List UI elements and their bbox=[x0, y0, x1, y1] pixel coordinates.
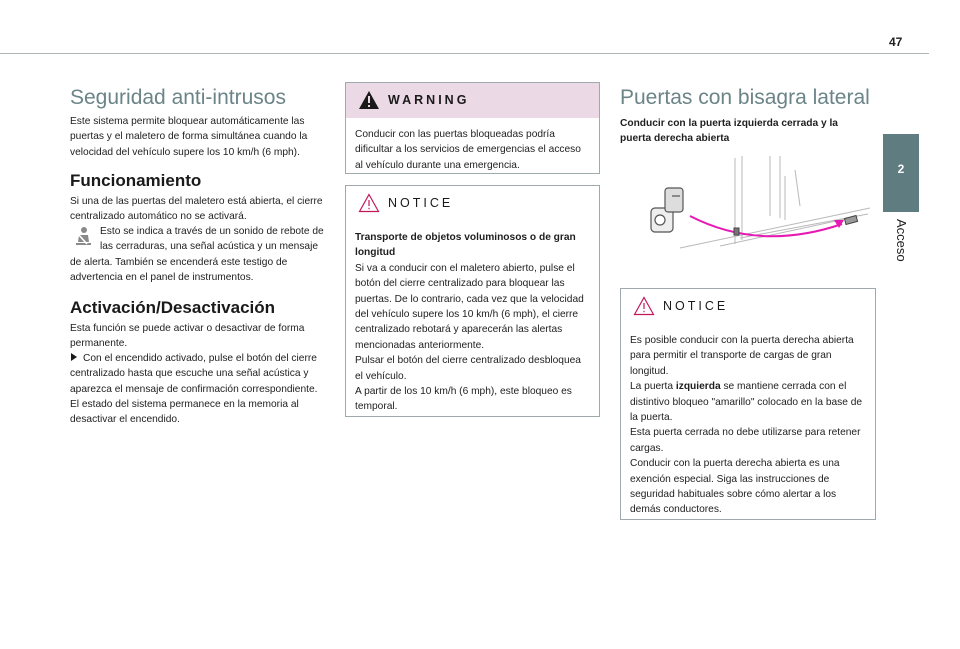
section-title-anti-intrusion: Seguridad anti-intrusos bbox=[70, 86, 286, 109]
funcionamiento-icon-text: Esto se indica a través de un sonido de rebote de las cerraduras, una señal acústica y un mensaje de alerta. También se encenderá este testigo de advertencia en el panel de instrumentos. bbox=[70, 226, 324, 284]
activacion-step-text: Con el encendido activado, pulse el botón del cierre centralizado hasta que escuche una señal acústica y aparezca el mensaje de confirmación correspondiente. bbox=[70, 353, 318, 395]
header-rule bbox=[0, 53, 929, 54]
warning-box-header bbox=[346, 83, 599, 118]
activacion-step-paragraph bbox=[70, 351, 326, 397]
triangle-right-icon bbox=[71, 353, 77, 361]
funcionamiento-icon-paragraph bbox=[70, 224, 326, 286]
notice-side-door-p2 bbox=[630, 379, 866, 425]
chapter-tab-label[interactable] bbox=[883, 213, 919, 336]
notice-side-door-p2-post: se mantiene cerrada con el distintivo bloqueo "amarillo" colocado en la base de la puerta. bbox=[630, 381, 863, 424]
activacion-note: El estado del sistema permanece en la memoria al desactivar el encendido. bbox=[70, 399, 299, 426]
activacion-step bbox=[70, 351, 326, 397]
warning-box-text: Conducir con las puertas bloqueadas podría dificultar a los servicios de emergencias el acceso al vehículo durante una emergencia. bbox=[355, 129, 581, 171]
heading-activacion: Activación/Desactivación bbox=[70, 298, 276, 317]
section-title-side-doors: Puertas con bisagra lateral bbox=[620, 86, 870, 109]
heading-funcionamiento: Funcionamiento bbox=[70, 171, 202, 190]
warning-triangle-icon bbox=[358, 90, 380, 110]
notice-box-transport-body bbox=[346, 221, 599, 425]
notice-side-door-p1: Es posible conducir con la puerta derecha abierta para permitir el transporte de cargas de gran longitud. bbox=[630, 335, 854, 377]
notice-box-side-door-header bbox=[621, 289, 875, 324]
notice-transport-p1: Si va a conducir con el maletero abierto, pulse el botón del cierre centralizado para bloquear las puertas. De lo contrario, cada vez que la velocidad del vehículo supere los 10 km/h (6 mph), el cierre centralizado rebotará y aparecerán las alertas mencionadas anteriormente. bbox=[355, 262, 584, 351]
notice-side-door-p2-bold: izquierda bbox=[675, 381, 721, 393]
warning-box-body bbox=[346, 118, 599, 183]
notice-transport-p2: Pulsar el botón del cierre centralizado desbloquea el vehículo. bbox=[355, 355, 581, 382]
side-doors-subheading: Conducir con la puerta izquierda cerrada y la puerta derecha abierta bbox=[620, 118, 838, 145]
notice-transport-p3: A partir de los 10 km/h (6 mph), este bloqueo es temporal. bbox=[355, 386, 572, 413]
warning-triangle-outline-icon bbox=[633, 296, 655, 316]
lock-device-icon bbox=[651, 188, 683, 232]
notice-side-door-p3: Esta puerta cerrada no debe utilizarse para retener cargas. bbox=[630, 427, 861, 454]
notice-box-side-door-title: NOTICE bbox=[663, 299, 729, 313]
notice-box-side-door bbox=[620, 288, 876, 520]
warning-triangle-outline-icon bbox=[358, 193, 380, 213]
notice-side-door-p4: Conducir con la puerta derecha abierta es una exención especial. Siga las instrucciones de seguridad habituales sobre cómo alertar a los demás conductores. bbox=[630, 458, 840, 516]
chapter-tab-number[interactable]: 2 bbox=[883, 134, 919, 212]
notice-box-transport-header bbox=[346, 186, 599, 221]
warning-box bbox=[345, 82, 600, 174]
door-lock-illustration bbox=[620, 156, 875, 252]
notice-box-side-door-body bbox=[621, 324, 875, 528]
chapter-tab-label-text: Acceso bbox=[894, 219, 909, 262]
notice-transport-heading: Transporte de objetos voluminosos o de gran longitud bbox=[355, 232, 576, 259]
intro-paragraph: Este sistema permite bloquear automáticamente las puertas y el maletero de forma simultánea cuando la velocidad del vehículo supere los 10 km/h (6 mph). bbox=[70, 116, 308, 158]
warning-box-title: WARNING bbox=[388, 93, 470, 107]
seat-belt-warning-icon bbox=[72, 226, 94, 248]
activacion-paragraph: Esta función se puede activar o desactivar de forma permanente. bbox=[70, 323, 305, 350]
notice-side-door-p2-pre: La puerta bbox=[630, 381, 676, 393]
page-number: 47 bbox=[889, 35, 903, 49]
notice-box-transport bbox=[345, 185, 600, 417]
notice-box-transport-title: NOTICE bbox=[388, 196, 454, 210]
funcionamiento-paragraph: Si una de las puertas del maletero está abierta, el cierre centralizado automático no se activará. bbox=[70, 196, 323, 223]
